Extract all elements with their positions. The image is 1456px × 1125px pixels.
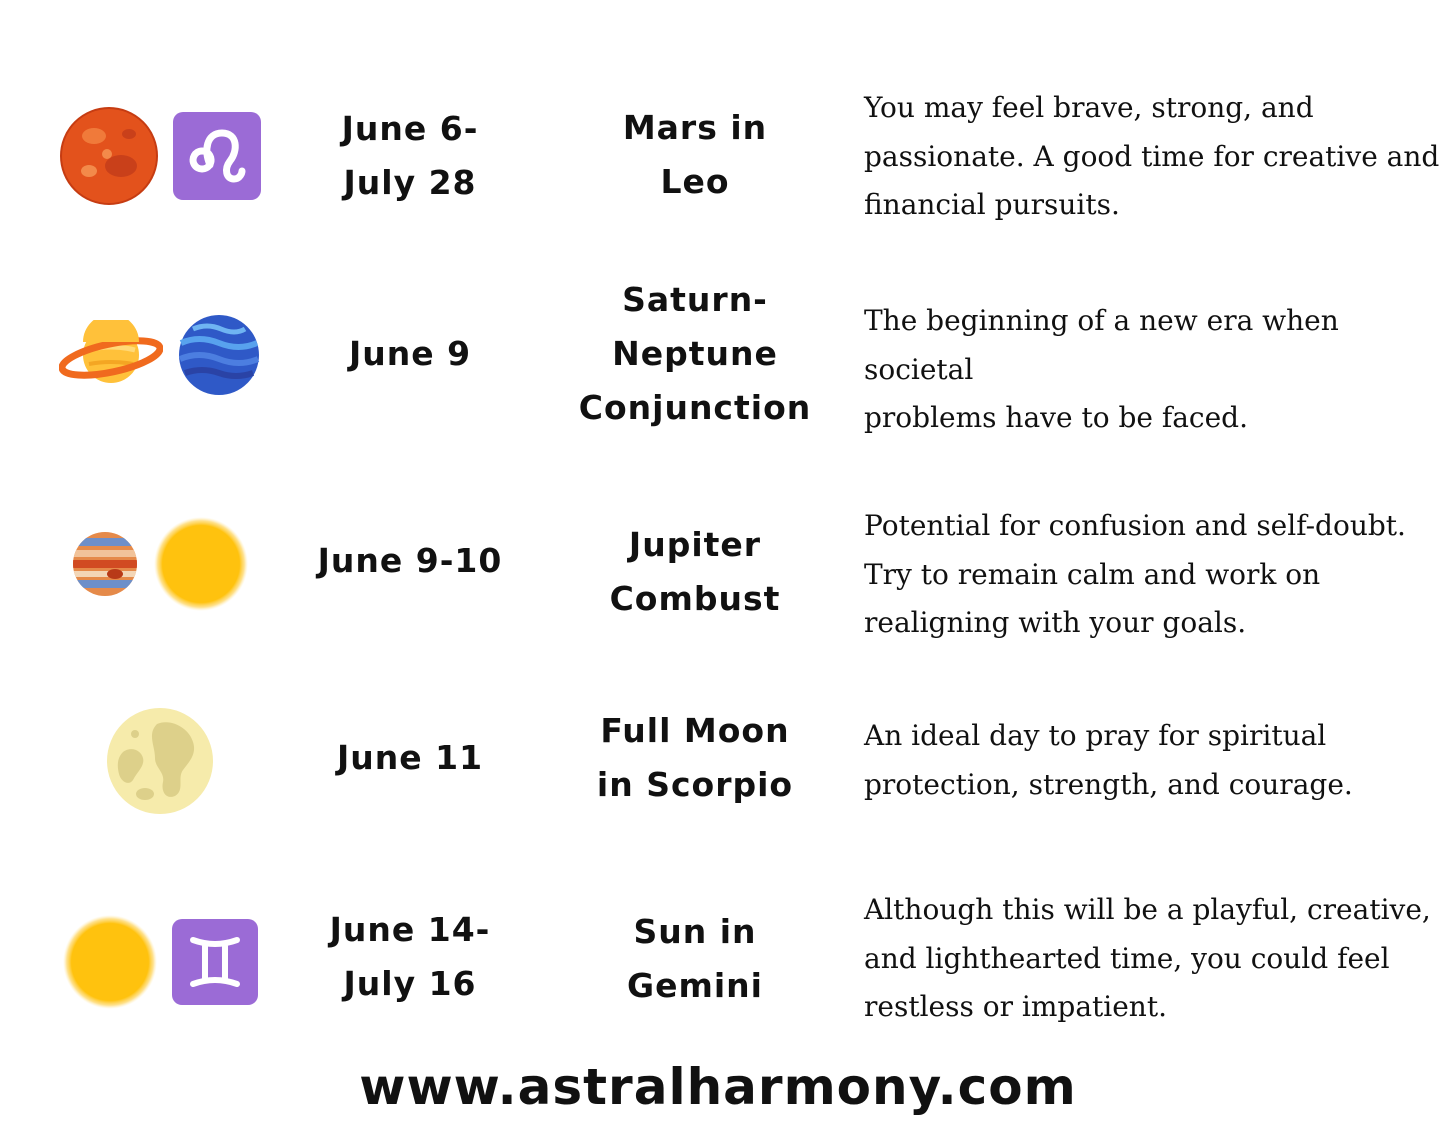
website-url: www.astralharmony.com [359,1058,1077,1116]
full-moon-icon [105,706,215,816]
event-date: June 14- July 16 [329,910,491,1003]
neptune-icon [177,313,261,397]
event-description: Potential for confusion and self-doubt. Try to remain calm and work on realigning with your goals. [864,509,1406,639]
event-date: June 6- July 28 [341,109,479,202]
sun-icon [153,516,249,612]
event-title: Full Moon in Scorpio [596,711,794,804]
event-description: An ideal day to pray for spiritual protection, strength, and courage. [864,719,1353,801]
icon-group [55,108,265,204]
event-date: June 9 [348,334,472,373]
event-description: You may feel brave, strong, and passionate. A good time for creative and financial pursuits. [864,91,1440,221]
event-description: Although this will be a playful, creative, and lighthearted time, you could feel restless or impatient. [864,893,1431,1023]
icon-group [55,518,265,610]
saturn-icon [59,320,163,390]
leo-icon [173,112,261,200]
event-title: Saturn- Neptune Conjunction [578,280,812,427]
icon-group [55,706,265,816]
event-description: The beginning of a new era when societal problems have to be faced. [864,304,1339,434]
event-date: June 9-10 [317,541,503,580]
jupiter-icon [71,530,139,598]
gemini-icon [172,919,258,1005]
event-title: Jupiter Combust [609,525,781,618]
event-title: Sun in Gemini [627,912,763,1005]
event-title: Mars in Leo [622,108,768,201]
icon-group [55,312,265,398]
sun-icon [62,914,158,1010]
icon-group [55,914,265,1010]
event-date: June 11 [336,738,484,777]
mars-icon [59,106,159,206]
